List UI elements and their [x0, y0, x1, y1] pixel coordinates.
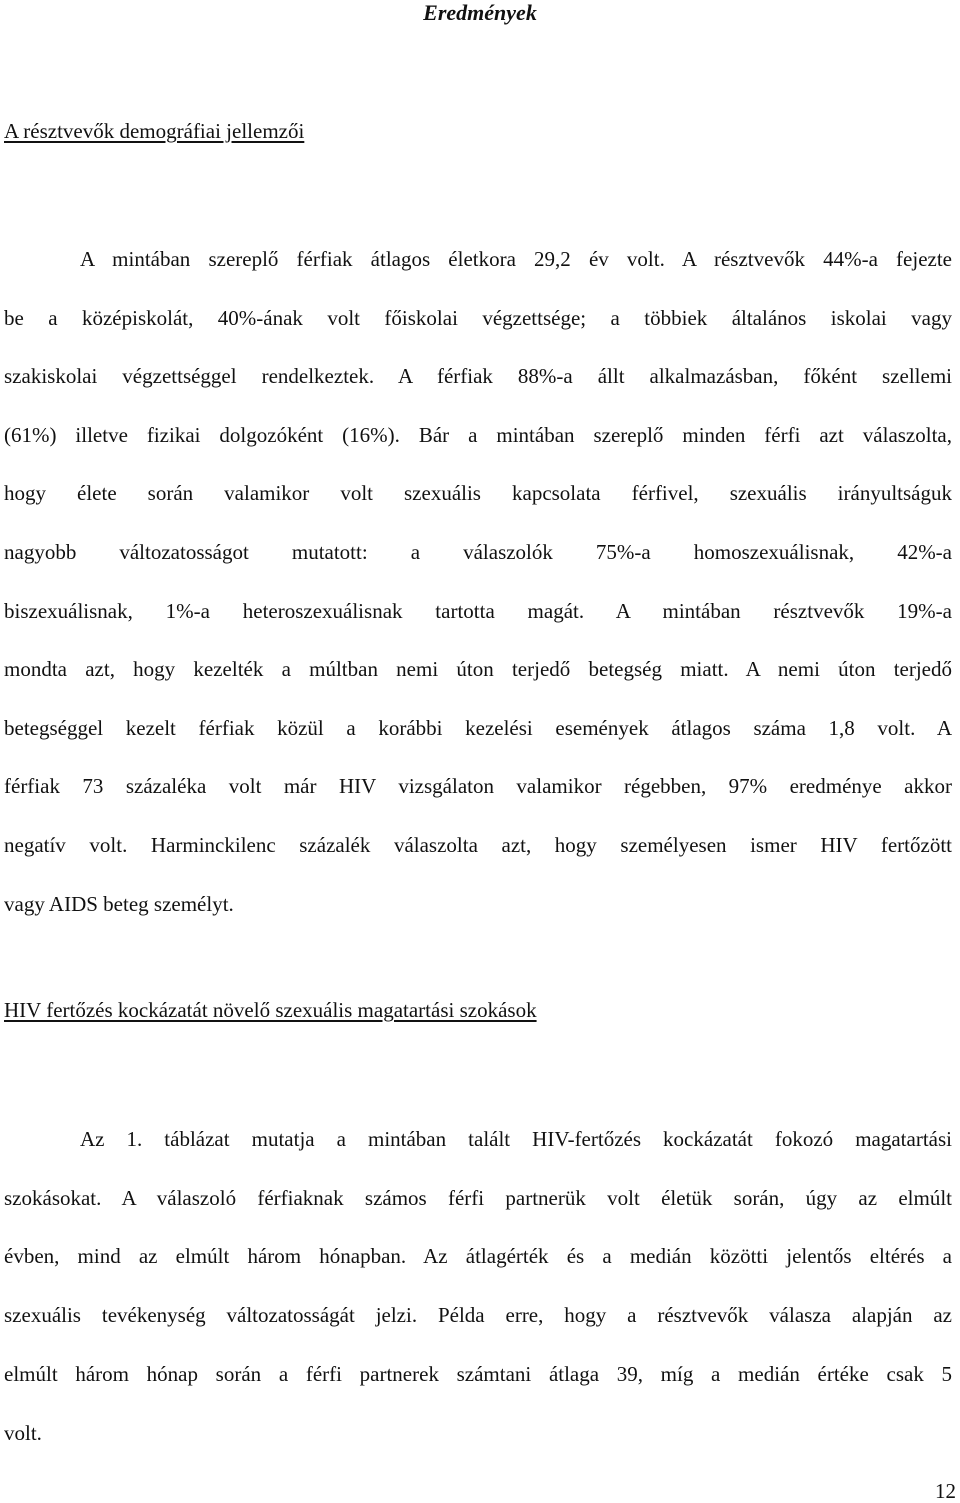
paragraph-line: szexuális tevékenység változatosságát jelzi. Példa erre, hogy a résztvevők válasza alapján az	[4, 1303, 952, 1328]
paragraph-line: (61%) illetve fizikai dolgozóként (16%). Bár a mintában szereplő minden férfi azt válaszolta,	[4, 422, 952, 447]
paragraph-line: volt.	[4, 1420, 42, 1445]
paragraph-risk-behaviors	[4, 1110, 952, 1462]
paragraph-line: szakiskolai végzettséggel rendelkeztek. A férfiak 88%-a állt alkalmazásban, főként szellemi	[4, 364, 952, 389]
paragraph-line: szokásokat. A válaszoló férfiaknak számos férfi partnerük volt életük során, úgy az elmúlt	[4, 1185, 952, 1210]
page-number: 12	[935, 1479, 956, 1503]
page-title: Eredmények	[423, 0, 537, 25]
paragraph-demographics	[4, 230, 952, 933]
paragraph-line: biszexuálisnak, 1%-a heteroszexuálisnak tartotta magát. A mintában résztvevők 19%-a	[4, 598, 952, 623]
paragraph-line: negatív volt. Harminckilenc százalék válaszolta azt, hogy személyesen ismer HIV fertőzött	[4, 832, 952, 857]
paragraph-line: mondta azt, hogy kezelték a múltban nemi úton terjedő betegség miatt. A nemi úton terjedő	[4, 657, 952, 682]
paragraph-line: Az 1. táblázat mutatja a mintában talált HIV-fertőzés kockázatát fokozó magatartási	[80, 1127, 952, 1151]
section-heading-demographics: A résztvevők demográfiai jellemzői	[4, 119, 305, 143]
paragraph-line: A mintában szereplő férfiak átlagos életkora 29,2 év volt. A résztvevők 44%-a fejezte	[80, 247, 952, 271]
paragraph-line: vagy AIDS beteg személyt.	[4, 891, 234, 916]
paragraph-line: évben, mind az elmúlt három hónapban. Az átlagérték és a medián közötti jelentős eltérés a	[4, 1244, 952, 1269]
paragraph-line: betegséggel kezelt férfiak közül a korábbi kezelési események átlagos száma 1,8 volt. A	[4, 715, 952, 740]
paragraph-line: hogy élete során valamikor volt szexuális kapcsolata férfivel, szexuális irányultságuk	[4, 481, 952, 506]
paragraph-line: nagyobb változatosságot mutatott: a válaszolók 75%-a homoszexuálisnak, 42%-a	[4, 539, 952, 564]
paragraph-line: elmúlt három hónap során a férfi partnerek számtani átlaga 39, míg a medián értéke csak 5	[4, 1361, 952, 1386]
section-heading-risk-behaviors: HIV fertőzés kockázatát növelő szexuális magatartási szokások	[4, 998, 537, 1022]
paragraph-line: be a középiskolát, 40%-ának volt főiskolai végzettsége; a többiek általános iskolai vagy	[4, 305, 952, 330]
paragraph-line: férfiak 73 százaléka volt már HIV vizsgálaton valamikor régebben, 97% eredménye akkor	[4, 774, 952, 799]
